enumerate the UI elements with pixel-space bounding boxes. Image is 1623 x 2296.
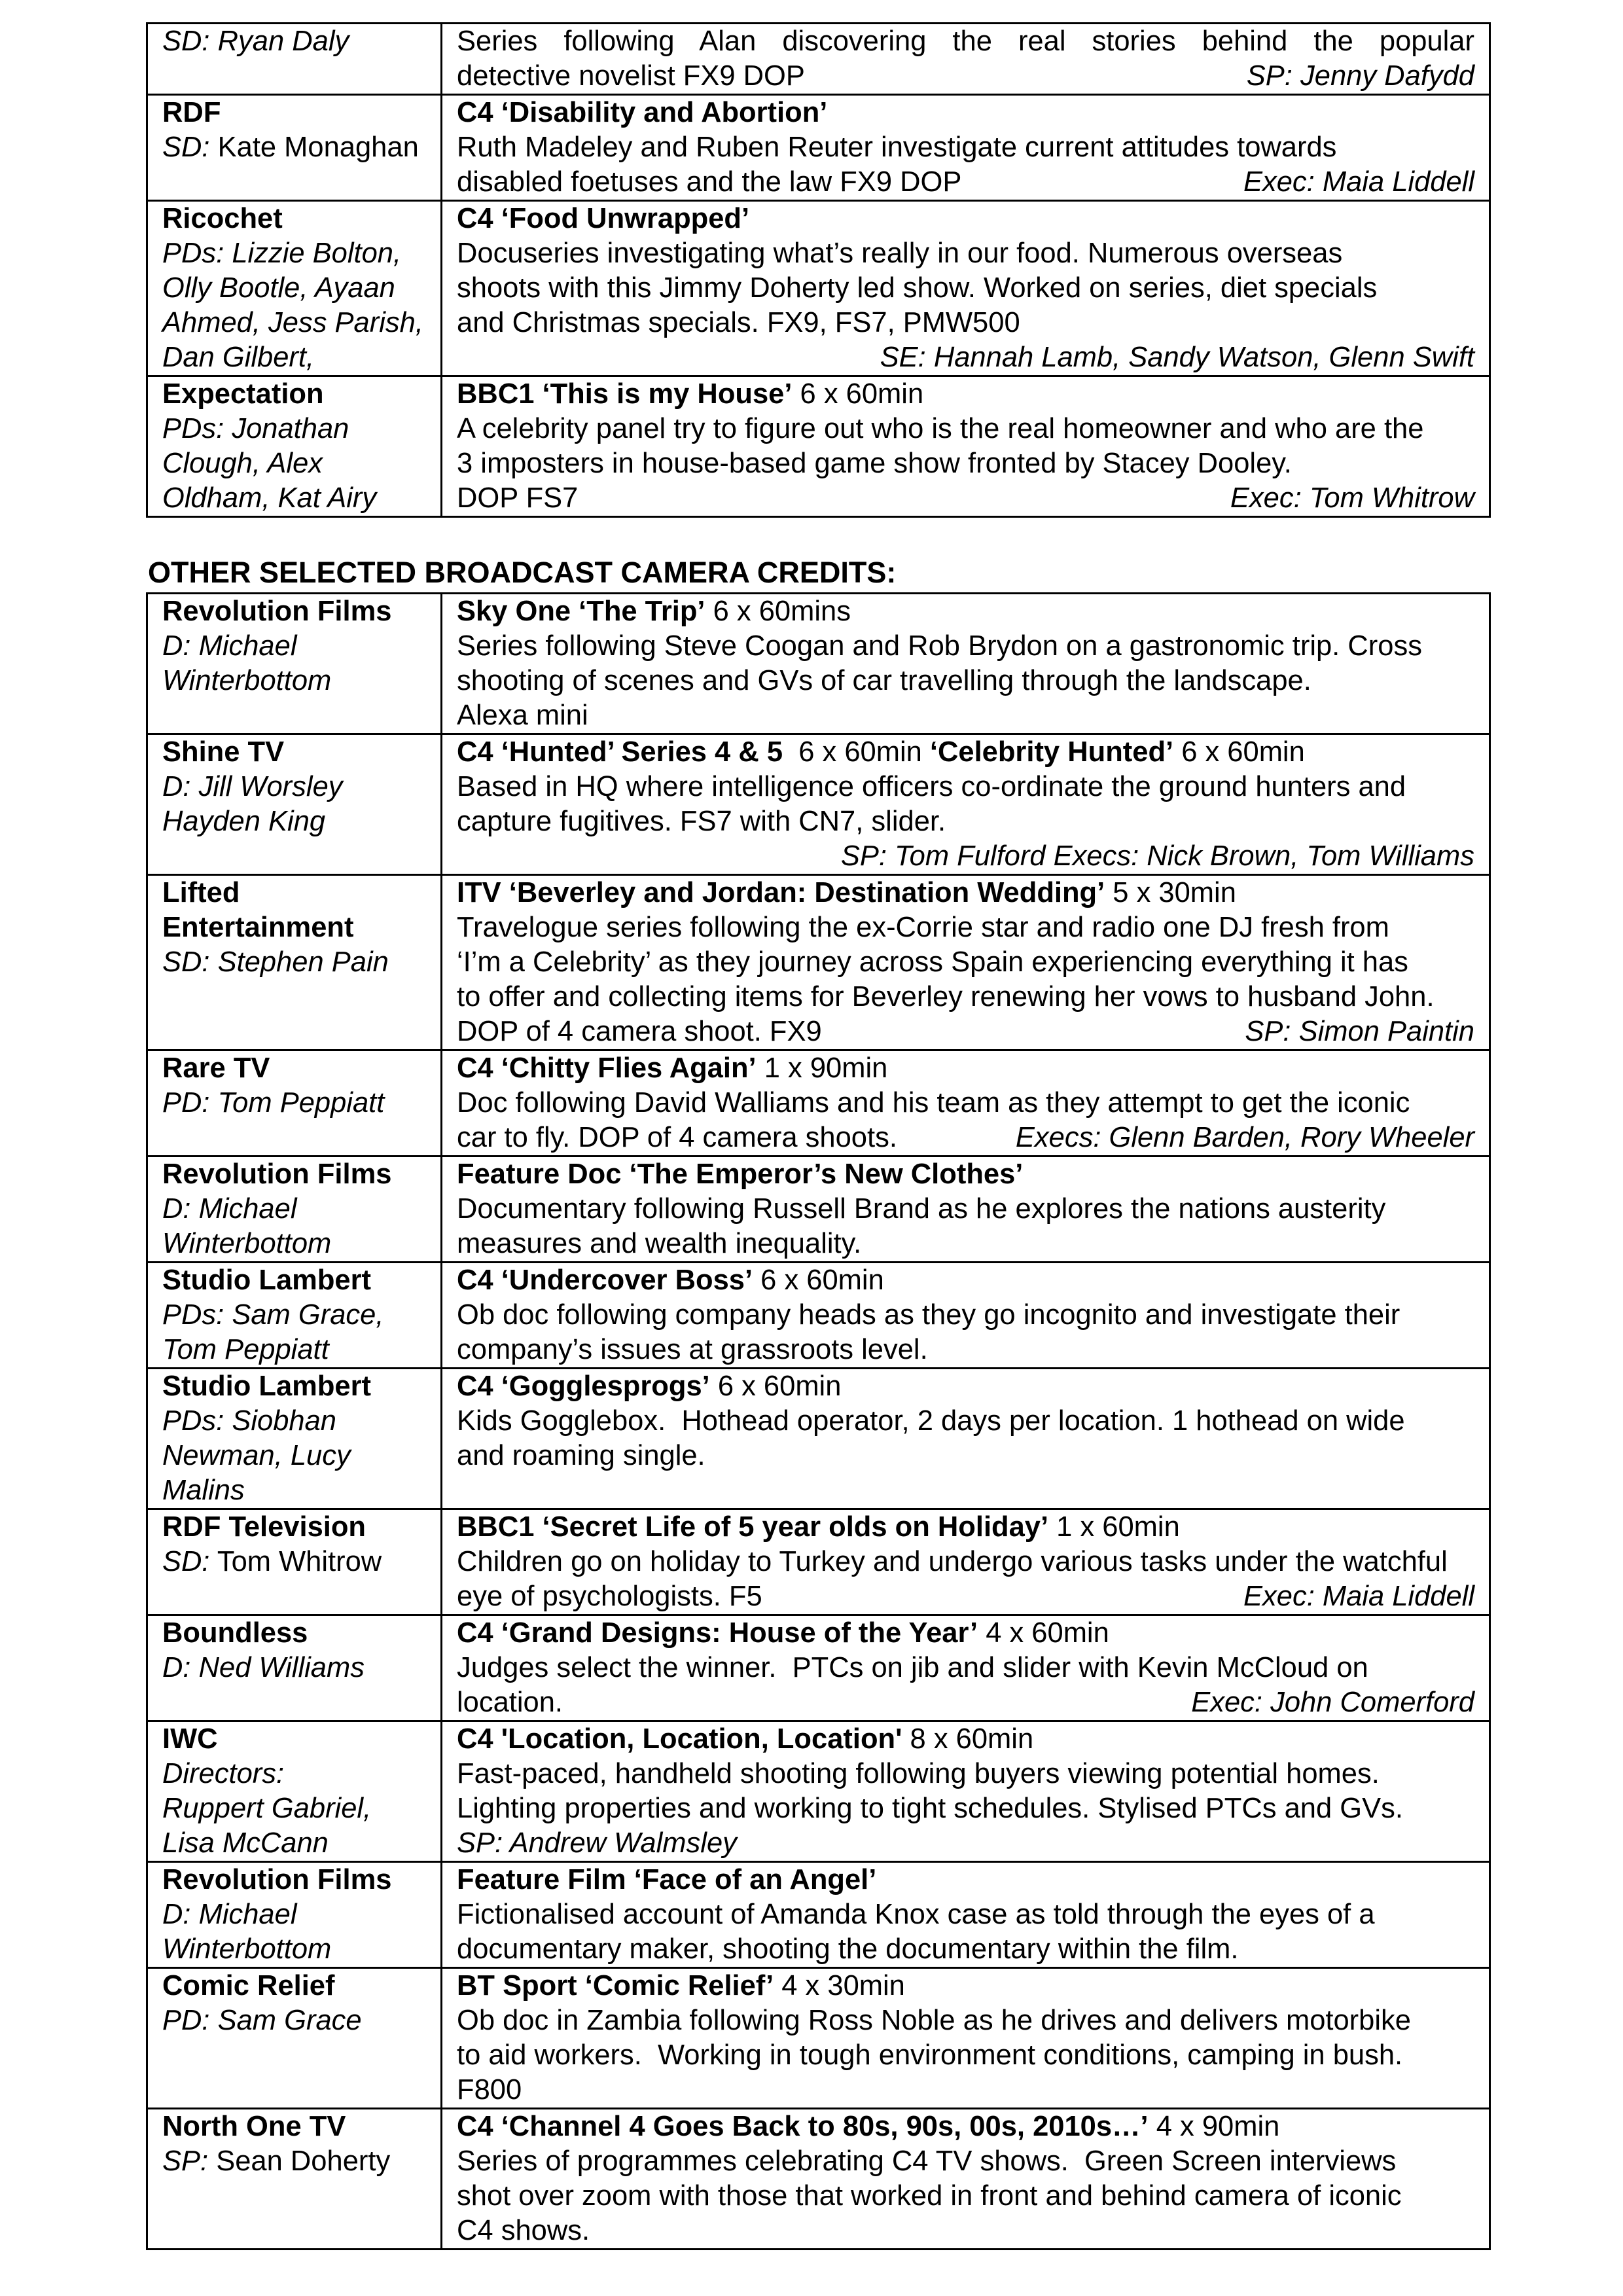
table-row — [147, 1263, 1490, 1369]
credit-line: D: Michael — [162, 1899, 297, 1930]
description-line: Fast-paced, handheld shooting following buyers viewing potential homes. — [457, 1758, 1380, 1789]
company-cell — [147, 1615, 442, 1721]
table-row — [147, 95, 1490, 201]
credit-line: Directors: — [162, 1758, 285, 1789]
broadcast-credits-table — [146, 592, 1491, 2250]
programme-title: C4 ‘Grand Designs: House of the Year’ 4 x 60min — [457, 1617, 1109, 1649]
company-cell — [147, 95, 442, 201]
description-line: documentary maker, shooting the documentary within the film. — [457, 1933, 1239, 1965]
description-line: measures and wealth inequality. — [457, 1228, 862, 1259]
description-line: Series following Alan discovering the real stories behind the popular — [457, 26, 1474, 57]
description-cell — [442, 1968, 1490, 2109]
description-cell — [442, 1050, 1490, 1157]
credit-line: Oldham, Kat Airy — [162, 482, 377, 514]
table-row — [147, 1369, 1490, 1509]
credit-line: D: Michael — [162, 630, 297, 662]
description-last-line: DOP FS7 Exec: Tom Whitrow — [457, 482, 1474, 514]
description-last-line: detective novelist FX9 DOP SP: Jenny Dafydd — [457, 60, 1474, 92]
credit-line: PD: Sam Grace — [162, 2005, 362, 2036]
company-cell — [147, 1862, 442, 1968]
table-row — [147, 376, 1490, 517]
programme-title: C4 'Location, Location, Location' 8 x 60min — [457, 1723, 1034, 1755]
top-credits-table — [146, 22, 1491, 518]
company-cell — [147, 24, 442, 95]
table-row — [147, 1509, 1490, 1615]
programme-title: C4 ‘Gogglesprogs’ 6 x 60min — [457, 1371, 842, 1402]
description-line: Ob doc in Zambia following Ross Noble as he drives and delivers motorbike — [457, 2005, 1411, 2036]
company-cell — [147, 2109, 442, 2250]
credit-line: SD: Ryan Daly — [162, 26, 349, 57]
description-cell — [442, 875, 1490, 1050]
credit-line: PDs: Jonathan — [162, 413, 349, 444]
description-line: company’s issues at grassroots level. — [457, 1334, 928, 1365]
company-cell — [147, 1369, 442, 1509]
programme-title: Feature Doc ‘The Emperor’s New Clothes’ — [457, 1158, 1024, 1190]
programme-title: Feature Film ‘Face of an Angel’ — [457, 1864, 877, 1895]
company-cell — [147, 376, 442, 517]
company-name: Comic Relief — [162, 1970, 335, 2001]
description-line: and roaming single. — [457, 1440, 705, 1471]
credit-line: PDs: Lizzie Bolton, — [162, 238, 402, 269]
credit-line: Winterbottom — [162, 665, 332, 696]
description-cell — [442, 376, 1490, 517]
programme-title: BBC1 ‘Secret Life of 5 year olds on Holiday’ 1 x 60min — [457, 1511, 1180, 1543]
credit-line: Ahmed, Jess Parish, — [162, 307, 423, 338]
description-line: Alexa mini — [457, 700, 588, 731]
description-line: Ruth Madeley and Ruben Reuter investigate current attitudes towards — [457, 132, 1337, 163]
table-row — [147, 1721, 1490, 1862]
company-name: RDF Television — [162, 1511, 366, 1543]
description-line: Children go on holiday to Turkey and undergo various tasks under the watchful — [457, 1546, 1448, 1577]
credit-line: PDs: Siobhan — [162, 1405, 336, 1437]
company-cell — [147, 1157, 442, 1263]
description-cell — [442, 1509, 1490, 1615]
credit-line: Clough, Alex — [162, 448, 323, 479]
description-line: A celebrity panel try to figure out who is the real homeowner and who are the — [457, 413, 1424, 444]
credit-line: D: Michael — [162, 1193, 297, 1225]
description-line: Lighting properties and working to tight schedules. Stylised PTCs and GVs. — [457, 1793, 1403, 1824]
credit-line: SD: Kate Monaghan — [162, 132, 419, 163]
description-line: and Christmas specials. FX9, FS7, PMW500 — [457, 307, 1020, 338]
programme-title: C4 ‘Channel 4 Goes Back to 80s, 90s, 00s, 2010s…’ 4 x 90min — [457, 2111, 1280, 2142]
description-line: C4 shows. — [457, 2215, 590, 2246]
table-row — [147, 875, 1490, 1050]
company-name: Rare TV — [162, 1052, 270, 1084]
table-row — [147, 594, 1490, 734]
description-cell — [442, 1369, 1490, 1509]
description-credit-line: SE: Hannah Lamb, Sandy Watson, Glenn Swift — [880, 342, 1474, 373]
description-last-line: eye of psychologists. F5 Exec: Maia Liddell — [457, 1581, 1474, 1612]
programme-title: C4 ‘Undercover Boss’ 6 x 60min — [457, 1265, 884, 1296]
description-line: F800 — [457, 2074, 522, 2106]
table-row — [147, 201, 1490, 376]
company-cell — [147, 594, 442, 734]
table-row — [147, 2109, 1490, 2250]
description-credit-line: SP: Andrew Walmsley — [457, 1827, 737, 1859]
company-name: Revolution Films — [162, 1864, 392, 1895]
company-name: Expectation — [162, 378, 324, 410]
company-name: Revolution Films — [162, 1158, 392, 1190]
description-line: Series of programmes celebrating C4 TV shows. Green Screen interviews — [457, 2145, 1397, 2177]
description-cell — [442, 1862, 1490, 1968]
company-cell — [147, 1050, 442, 1157]
credit-line: PD: Tom Peppiatt — [162, 1087, 385, 1119]
table-row — [147, 24, 1490, 95]
credit-line: Malins — [162, 1475, 245, 1506]
description-line: Based in HQ where intelligence officers co-ordinate the ground hunters and — [457, 771, 1406, 802]
description-line: Doc following David Walliams and his team as they attempt to get the iconic — [457, 1087, 1410, 1119]
credit-line: Ruppert Gabriel, — [162, 1793, 372, 1824]
description-line: Travelogue series following the ex-Corrie star and radio one DJ fresh from — [457, 912, 1389, 943]
description-credit-line: SP: Tom Fulford Execs: Nick Brown, Tom Williams — [840, 840, 1474, 872]
description-line: shooting of scenes and GVs of car travelling through the landscape. — [457, 665, 1311, 696]
company-name: Shine TV — [162, 736, 285, 768]
company-cell — [147, 875, 442, 1050]
credit-line: D: Jill Worsley — [162, 771, 343, 802]
programme-title: C4 ‘Hunted’ Series 4 & 5 6 x 60min ‘Celebrity Hunted’ 6 x 60min — [457, 736, 1305, 768]
description-line: to offer and collecting items for Beverley renewing her vows to husband John. — [457, 981, 1435, 1013]
company-cell — [147, 1263, 442, 1369]
table-row — [147, 734, 1490, 875]
credit-line: Olly Bootle, Ayaan — [162, 272, 395, 304]
section-heading: OTHER SELECTED BROADCAST CAMERA CREDITS: — [148, 556, 897, 589]
description-cell — [442, 201, 1490, 376]
credit-line: Hayden King — [162, 806, 326, 837]
table-row — [147, 1157, 1490, 1263]
company-name: Studio Lambert — [162, 1371, 372, 1402]
company-name: Revolution Films — [162, 596, 392, 627]
description-cell — [442, 594, 1490, 734]
description-line: to aid workers. Working in tough environment conditions, camping in bush. — [457, 2039, 1403, 2071]
company-cell — [147, 734, 442, 875]
description-cell — [442, 2109, 1490, 2250]
description-line: Series following Steve Coogan and Rob Brydon on a gastronomic trip. Cross — [457, 630, 1422, 662]
programme-title: Sky One ‘The Trip’ 6 x 60mins — [457, 596, 851, 627]
credit-line: SP: Sean Doherty — [162, 2145, 391, 2177]
description-cell — [442, 1721, 1490, 1862]
company-name: IWC — [162, 1723, 218, 1755]
table-row — [147, 1050, 1490, 1157]
credit-line: D: Ned Williams — [162, 1652, 365, 1683]
description-cell — [442, 734, 1490, 875]
description-line: shot over zoom with those that worked in front and behind camera of iconic — [457, 2180, 1402, 2212]
credit-line: Dan Gilbert, — [162, 342, 315, 373]
credit-line: PDs: Sam Grace, — [162, 1299, 384, 1331]
credit-line: SD: Tom Whitrow — [162, 1546, 382, 1577]
company-cell — [147, 201, 442, 376]
description-last-line: car to fly. DOP of 4 camera shoots. Execs: Glenn Barden, Rory Wheeler — [457, 1122, 1474, 1153]
description-line: Docuseries investigating what’s really in our food. Numerous overseas — [457, 238, 1343, 269]
company-name: RDF — [162, 97, 221, 128]
description-line: shoots with this Jimmy Doherty led show. Worked on series, diet specials — [457, 272, 1378, 304]
description-cell — [442, 95, 1490, 201]
description-line: Judges select the winner. PTCs on jib and slider with Kevin McCloud on — [457, 1652, 1368, 1683]
company-cell — [147, 1509, 442, 1615]
company-name: Studio Lambert — [162, 1265, 372, 1296]
description-last-line: DOP of 4 camera shoot. FX9 SP: Simon Paintin — [457, 1016, 1474, 1047]
description-line: capture fugitives. FS7 with CN7, slider. — [457, 806, 946, 837]
description-line: Kids Gogglebox. Hothead operator, 2 days per location. 1 hothead on wide — [457, 1405, 1405, 1437]
company-cell — [147, 1968, 442, 2109]
description-line: 3 imposters in house-based game show fronted by Stacey Dooley. — [457, 448, 1292, 479]
programme-title: C4 ‘Food Unwrapped’ — [457, 203, 750, 234]
credit-line: Newman, Lucy — [162, 1440, 351, 1471]
description-line: Fictionalised account of Amanda Knox case as told through the eyes of a — [457, 1899, 1375, 1930]
company-name: Boundless — [162, 1617, 308, 1649]
programme-title: BT Sport ‘Comic Relief’ 4 x 30min — [457, 1970, 905, 2001]
description-last-line: disabled foetuses and the law FX9 DOP Exec: Maia Liddell — [457, 166, 1474, 198]
table-row — [147, 1862, 1490, 1968]
company-name: Ricochet — [162, 203, 283, 234]
table-row — [147, 1615, 1490, 1721]
description-last-line: location. Exec: John Comerford — [457, 1687, 1474, 1718]
table-row — [147, 1968, 1490, 2109]
description-line: ‘I’m a Celebrity’ as they journey across Spain experiencing everything it has — [457, 946, 1408, 978]
description-line: Documentary following Russell Brand as he explores the nations austerity — [457, 1193, 1386, 1225]
credit-line: Winterbottom — [162, 1228, 332, 1259]
description-cell — [442, 1263, 1490, 1369]
programme-title: ITV ‘Beverley and Jordan: Destination Wedding’ 5 x 30min — [457, 877, 1236, 908]
credit-line: Winterbottom — [162, 1933, 332, 1965]
programme-title: C4 ‘Disability and Abortion’ — [457, 97, 828, 128]
credit-line: Tom Peppiatt — [162, 1334, 329, 1365]
description-line: Ob doc following company heads as they go incognito and investigate their — [457, 1299, 1400, 1331]
description-cell — [442, 1615, 1490, 1721]
company-name: Lifted — [162, 877, 240, 908]
programme-title: BBC1 ‘This is my House’ 6 x 60min — [457, 378, 924, 410]
description-cell — [442, 24, 1490, 95]
programme-title: C4 ‘Chitty Flies Again’ 1 x 90min — [457, 1052, 888, 1084]
credit-line: Lisa McCann — [162, 1827, 329, 1859]
company-name: Entertainment — [162, 912, 354, 943]
description-cell — [442, 1157, 1490, 1263]
company-name: North One TV — [162, 2111, 346, 2142]
credit-line: SD: Stephen Pain — [162, 946, 389, 978]
company-cell — [147, 1721, 442, 1862]
